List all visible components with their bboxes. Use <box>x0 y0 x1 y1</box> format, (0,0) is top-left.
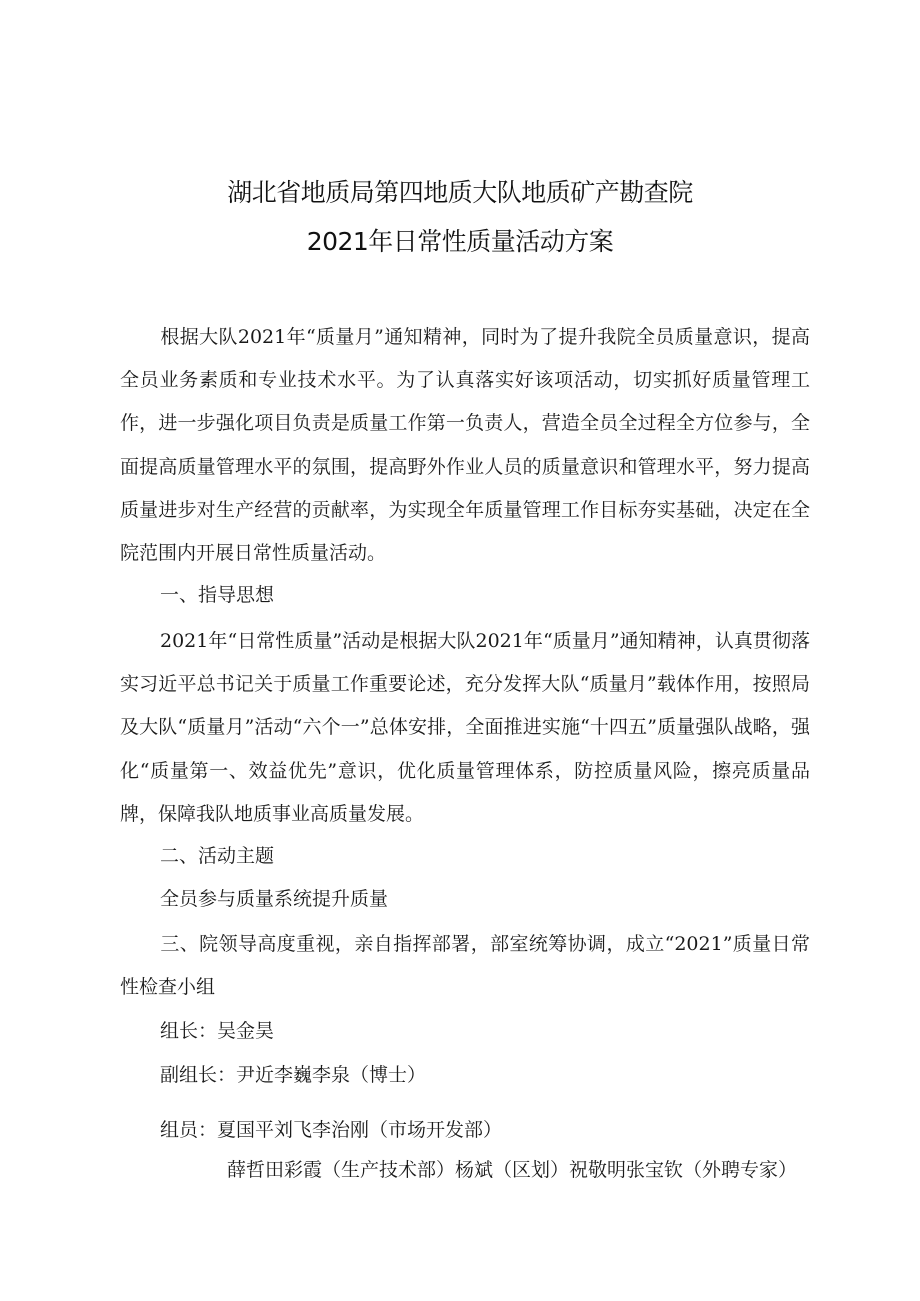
group-members-line-1: 组员：夏国平刘飞李治刚（市场开发部） <box>160 1119 503 1141</box>
document-title-line-1: 湖北省地质局第四地质大队地质矿产勘查院 <box>227 178 693 207</box>
section-3-heading: 三、院领导高度重视，亲自指挥部署，部室统筹协调，成立“2021”质量日常性检查小组 <box>120 933 810 999</box>
group-leader: 组长：吴金昊 <box>160 1020 275 1042</box>
intro-text: 根据大队2021年“质量月”通知精神，同时为了提升我院全员质量意识，提高全员业务素质和专业技术水平。为了认真落实好该项活动，切实抓好质量管理工作，进一步强化项目负责是质量工作第一负责人，营造全员全过程全方位参与，全面提高质量管理水平的氛围，提高野外作业人员的质量意识和管理水平，努力提高质量进步对生产经营的贡献率，为实现全年质量管理工作目标夯实基础，决定在全院范围内开展日常性质量活动。 <box>120 326 810 565</box>
section-2-heading: 二、活动主题 <box>160 845 275 867</box>
section-1-text: 2021年“日常性质量”活动是根据大队2021年“质量月”通知精神，认真贯彻落实习近平总书记关于质量工作重要论述，充分发挥大队“质量月”载体作用，按照局及大队“质量月”活动“六个一”总体安排，全面推进实施“十四五”质量强队战略，强化“质量第一、效益优先”意识，优化质量管理体系，防控质量风险，擦亮质量品牌，保障我队地质事业高质量发展。 <box>120 630 810 825</box>
intro-paragraph <box>120 316 810 575</box>
section-3-paragraph <box>120 923 810 1009</box>
section-1-heading: 一、指导思想 <box>160 584 275 606</box>
section-2-body: 全员参与质量系统提升质量 <box>160 888 389 910</box>
section-1-paragraph <box>120 620 810 836</box>
document-title-line-2: 2021年日常性质量活动方案 <box>306 227 614 256</box>
group-members-line-2: 薛哲田彩霞（生产技术部）杨斌（区划）祝敬明张宝钦（外聘专家） <box>227 1159 798 1181</box>
group-deputy-leader: 副组长：尹近李巍李泉（博士） <box>160 1064 427 1086</box>
